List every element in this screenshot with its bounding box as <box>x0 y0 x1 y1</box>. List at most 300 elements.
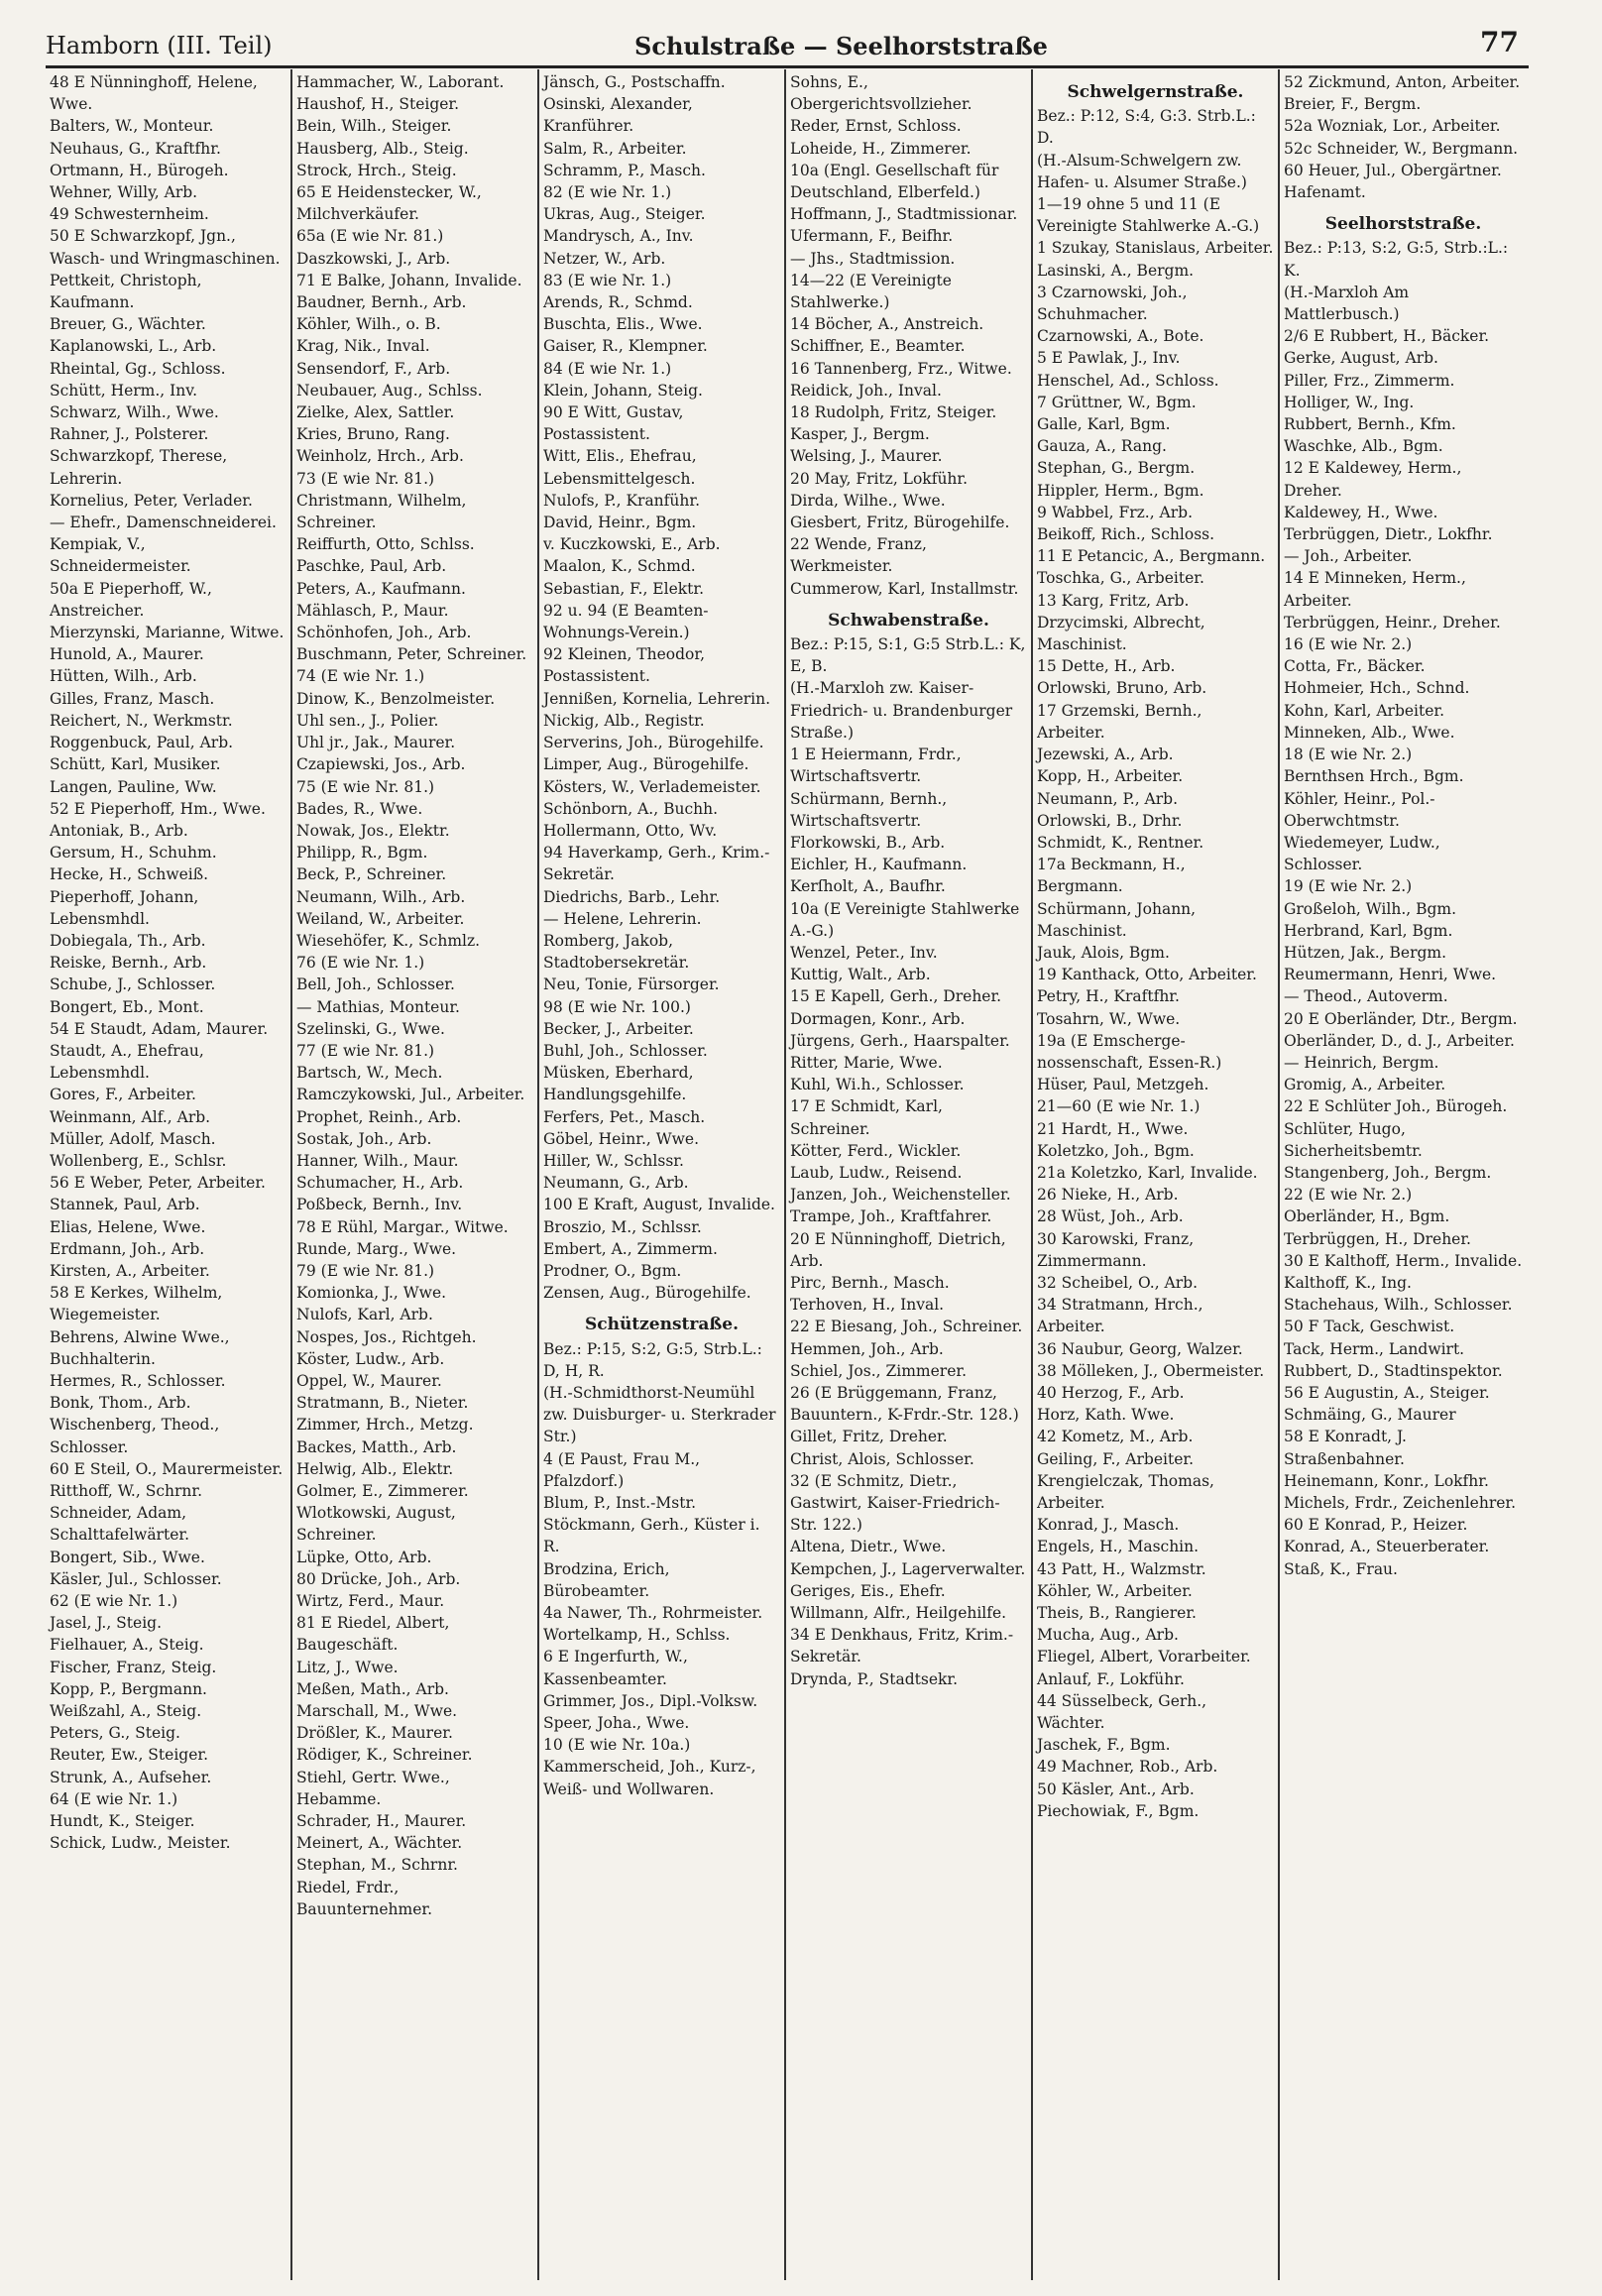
directory-entry: 71 E Balke, Johann, Invalide. <box>296 271 522 289</box>
directory-entry: Litz, J., Wwe. <box>296 1658 399 1676</box>
directory-entry: Schmäing, G., Maurer <box>1284 1406 1456 1425</box>
directory-entry: 20 E Oberländer, Dtr., Bergm. <box>1284 1009 1518 1028</box>
directory-entry: Buhl, Joh., Schlosser. <box>543 1041 708 1060</box>
directory-entry: Kornelius, Peter, Verlader. <box>50 491 253 510</box>
directory-entry: Gersum, H., Schuhm. <box>50 844 217 862</box>
directory-entry: Schönhofen, Joh., Arb. <box>296 624 472 642</box>
directory-entry: 30 Karowski, Franz, Zimmermann. <box>1037 1229 1195 1270</box>
directory-entry: Reidick, Joh., Inval. <box>790 381 942 400</box>
directory-entry: Bernthsen Hrch., Bgm. <box>1284 767 1464 786</box>
directory-entry: 32 (E Schmitz, Dietr., Gastwirt, Kaiser-Friedrich-Str. 122.) <box>790 1471 1000 1535</box>
directory-entry: Stephan, G., Bergm. <box>1037 459 1196 478</box>
directory-entry: 30 E Kalthoff, Herm., Invalide. <box>1284 1251 1523 1270</box>
directory-entry: Helwig, Alb., Elektr. <box>296 1459 454 1478</box>
directory-entry: Ramczykowski, Jul., Arbeiter. <box>296 1086 525 1104</box>
directory-entry: Strunk, A., Aufseher. <box>50 1768 212 1786</box>
directory-entry: Rubbert, D., Stadtinspektor. <box>1284 1361 1503 1380</box>
directory-entry: Weißzahl, A., Steig. <box>50 1702 202 1721</box>
directory-entry: Philipp, R., Bgm. <box>296 844 428 862</box>
directory-entry: Großeloh, Wilh., Bgm. <box>1284 899 1457 918</box>
column-3 <box>539 69 786 2280</box>
directory-entry: v. Kuczkowski, E., Arb. <box>543 535 721 554</box>
directory-entry: Kopp, P., Bergmann. <box>50 1679 207 1698</box>
directory-entry: 65a (E wie Nr. 81.) <box>296 227 444 246</box>
directory-entry: Hoffmann, J., Stadtmissionar. <box>790 205 1018 224</box>
directory-entry: Köster, Ludw., Arb. <box>296 1349 445 1368</box>
directory-entry: Rahner, J., Polsterer. <box>50 425 209 444</box>
directory-entry: Klein, Johann, Steig. <box>543 381 703 400</box>
directory-entry: Trampe, Joh., Kraftfahrer. <box>790 1207 992 1226</box>
directory-entry: Schütt, Karl, Musiker. <box>50 755 221 774</box>
directory-entry: Reumermann, Henri, Wwe. <box>1284 966 1497 984</box>
directory-entry: 49 Schwesternheim. <box>50 205 209 224</box>
directory-entry: Terhoven, H., Inval. <box>790 1296 945 1315</box>
directory-entry: Nickig, Alb., Registr. <box>543 711 705 730</box>
directory-entry: 2/6 E Rubbert, H., Bäcker. <box>1284 327 1490 346</box>
page-number: 77 <box>1480 26 1519 58</box>
directory-entry: Runde, Marg., Wwe. <box>296 1239 457 1258</box>
directory-entry: (H.-Marxloh zw. Kaiser-Friedrich- u. Brandenburger Straße.) <box>790 679 1013 742</box>
directory-entry: 40 Herzog, F., Arb. <box>1037 1383 1185 1402</box>
directory-entry: Staudt, A., Ehefrau, Lebensmhdl. <box>50 1041 204 1083</box>
directory-entry: Neumann, Wilh., Arb. <box>296 887 466 906</box>
directory-entry: Käsler, Jul., Schlosser. <box>50 1569 222 1588</box>
directory-entry: Fischer, Franz, Steig. <box>50 1658 217 1676</box>
directory-entry: 3 Czarnowski, Joh., Schuhmacher. <box>1037 283 1188 324</box>
directory-entry: Romberg, Jakob, Stadtobersekretär. <box>543 931 690 973</box>
directory-entry: Willmann, Alfr., Heilgehilfe. <box>790 1604 1007 1623</box>
directory-entry: 50a E Pieperhoff, W., Anstreicher. <box>50 579 212 620</box>
directory-entry: Tack, Herm., Landwirt. <box>1284 1339 1465 1358</box>
directory-entry: Antoniak, B., Arb. <box>50 821 188 840</box>
directory-entry: Geriges, Eis., Ehefr. <box>790 1581 946 1600</box>
directory-entry: Golmer, E., Zimmerer. <box>296 1482 469 1500</box>
column-4 <box>786 69 1033 2280</box>
directory-entry: 79 (E wie Nr. 81.) <box>296 1261 435 1280</box>
directory-entry: 13 Karg, Fritz, Arb. <box>1037 591 1190 610</box>
directory-entry: 4a Nawer, Th., Rohrmeister. <box>543 1604 763 1623</box>
directory-entry: Stachehaus, Wilh., Schlosser. <box>1284 1296 1513 1315</box>
directory-entry: Gilles, Franz, Masch. <box>50 689 215 708</box>
directory-entry: 21—60 (E wie Nr. 1.) <box>1037 1097 1201 1116</box>
directory-entry: Anlauf, F., Lokführ. <box>1037 1669 1185 1688</box>
directory-entry: Marschall, M., Wwe. <box>296 1702 458 1721</box>
directory-entry: Wehner, Willy, Arb. <box>50 183 198 202</box>
directory-entry: Schürmann, Johann, Maschinist. <box>1037 899 1197 940</box>
directory-entry: Christ, Alois, Schlosser. <box>790 1449 974 1468</box>
directory-entry: Neuhaus, G., Kraftfhr. <box>50 139 221 158</box>
directory-entry: 21 Hardt, H., Wwe. <box>1037 1119 1189 1138</box>
directory-entry: Schube, J., Schlosser. <box>50 976 216 994</box>
directory-entry: Ortmann, H., Bürogeh. <box>50 161 229 179</box>
directory-entry: Terbrüggen, H., Dreher. <box>1284 1229 1471 1248</box>
directory-entry: 77 (E wie Nr. 81.) <box>296 1041 435 1060</box>
directory-entry: Piechowiak, F., Bgm. <box>1037 1801 1200 1820</box>
directory-entry: Kries, Bruno, Rang. <box>296 425 450 444</box>
directory-entry: Netzer, W., Arb. <box>543 249 666 268</box>
directory-entry: 1 Szukay, Stanislaus, Arbeiter. <box>1037 239 1274 258</box>
directory-entry: Ukras, Aug., Steiger. <box>543 205 706 224</box>
directory-entry: Jürgens, Gerh., Haarspalter. <box>790 1031 1010 1050</box>
directory-entry: Michels, Frdr., Zeichenlehrer. <box>1284 1494 1517 1512</box>
directory-entry: Hundt, K., Steiger. <box>50 1812 195 1831</box>
directory-entry: Altena, Dietr., Wwe. <box>790 1538 947 1556</box>
directory-entry: Roggenbuck, Paul, Arb. <box>50 734 234 752</box>
directory-entry: Konrad, A., Steuerberater. <box>1284 1538 1490 1556</box>
directory-entry: Bez.: P:13, S:2, G:5, Strb.:L.: K. <box>1284 239 1509 280</box>
directory-entry: (H.-Schmidthorst-Neumühl zw. Duisburger- u. Sterkrader Str.) <box>543 1383 776 1446</box>
directory-entry: Zimmer, Hrch., Metzg. <box>296 1416 474 1435</box>
directory-entry: 32 Scheibel, O., Arb. <box>1037 1273 1199 1292</box>
directory-entry: 7 Grüttner, W., Bgm. <box>1037 393 1197 411</box>
directory-entry: Kammerscheid, Joh., Kurz-, Weiß- und Wollwaren. <box>543 1758 756 1798</box>
directory-entry: Drzycimski, Albrecht, Maschinist. <box>1037 613 1205 654</box>
directory-entry: 12 E Kaldewey, Herm., Dreher. <box>1284 459 1462 500</box>
directory-entry: Hütten, Wilh., Arb. <box>50 667 197 686</box>
directory-entry: Salm, R., Arbeiter. <box>543 139 687 158</box>
column-6 <box>1280 69 1527 2280</box>
directory-entry: Peters, A., Kaufmann. <box>296 579 466 598</box>
directory-entry: 56 E Weber, Peter, Arbeiter. <box>50 1174 266 1193</box>
directory-entry: Jasel, J., Steig. <box>50 1614 163 1633</box>
directory-entry: 10 (E wie Nr. 10a.) <box>543 1736 691 1755</box>
directory-entry: Kaldewey, H., Wwe. <box>1284 503 1438 521</box>
directory-entry: Bongert, Sib., Wwe. <box>50 1548 205 1566</box>
directory-entry: Neumann, P., Arb. <box>1037 789 1178 808</box>
directory-entry: 83 (E wie Nr. 1.) <box>543 271 672 289</box>
directory-entry: 80 Drücke, Joh., Arb. <box>296 1569 461 1588</box>
directory-entry: 48 E Nünninghoff, Helene, Wwe. <box>50 73 258 114</box>
directory-entry: Jauk, Alois, Bgm. <box>1037 943 1170 962</box>
directory-entry: Hammacher, W., Laborant. <box>296 73 505 91</box>
directory-entry: Loheide, H., Zimmerer. <box>790 139 972 158</box>
directory-entry: Oppel, W., Maurer. <box>296 1371 442 1390</box>
directory-entry: Konrad, J., Masch. <box>1037 1516 1180 1535</box>
directory-entry: Pettkeit, Christoph, Kaufmann. <box>50 271 202 312</box>
directory-entry: Lüpke, Otto, Arb. <box>296 1548 432 1566</box>
directory-entry: Blum, P., Inst.-Mstr. <box>543 1494 697 1512</box>
directory-entry: Holliger, W., Ing. <box>1284 393 1415 411</box>
directory-entry: Reder, Ernst, Schloss. <box>790 117 962 136</box>
directory-entry: Galle, Karl, Bgm. <box>1037 415 1171 434</box>
directory-entry: Beikoff, Rich., Schloss. <box>1037 525 1215 544</box>
directory-entry: 49 Machner, Rob., Arb. <box>1037 1758 1218 1777</box>
directory-entry: Baudner, Bernh., Arb. <box>296 293 467 312</box>
directory-entry: Wiesehöfer, K., Schmlz. <box>296 931 481 950</box>
directory-entry: Mierzynski, Marianne, Witwe. <box>50 624 285 642</box>
directory-entry: 22 (E wie Nr. 2.) <box>1284 1186 1413 1205</box>
directory-entry: 20 May, Fritz, Lokführ. <box>790 469 969 488</box>
directory-entry: 10a (E Vereinigte Stahlwerke A.-G.) <box>790 899 1020 940</box>
directory-entry: Köhler, W., Arbeiter. <box>1037 1581 1193 1600</box>
directory-entry: 15 Dette, H., Arb. <box>1037 657 1176 676</box>
directory-entry: 26 Nieke, H., Arb. <box>1037 1186 1179 1205</box>
directory-entry: Horz, Kath. Wwe. <box>1037 1406 1175 1425</box>
directory-entry: Waschke, Alb., Bgm. <box>1284 437 1443 456</box>
directory-entry: Ritter, Marie, Wwe. <box>790 1053 943 1072</box>
directory-entry: Bonk, Thom., Arb. <box>50 1394 191 1413</box>
directory-entry: 17a Beckmann, H., Bergmann. <box>1037 856 1186 896</box>
directory-entry: Wirtz, Ferd., Maur. <box>296 1592 445 1611</box>
header-street-range: Schulstraße — Seelhorststraße <box>634 32 1048 60</box>
page-header <box>46 26 1529 68</box>
directory-entry: 92 u. 94 (E Beamten-Wohnungs-Verein.) <box>543 601 709 642</box>
directory-entry: Heinemann, Konr., Lokfhr. <box>1284 1471 1489 1490</box>
directory-entry: Geiling, F., Arbeiter. <box>1037 1449 1194 1468</box>
directory-entry: Orlowski, Bruno, Arb. <box>1037 679 1207 698</box>
directory-entry: 100 E Kraft, August, Invalide. <box>543 1196 775 1214</box>
directory-entry: Mucha, Aug., Arb. <box>1037 1626 1179 1645</box>
directory-entry: Hausberg, Alb., Steig. <box>296 139 469 158</box>
directory-entry: Poßbeck, Bernh., Inv. <box>296 1196 463 1214</box>
directory-entry: Jaschek, F., Bgm. <box>1037 1736 1171 1755</box>
directory-entry: Hüser, Paul, Metzgeh. <box>1037 1076 1209 1094</box>
directory-entry: (H.-Marxloh Am Mattlerbusch.) <box>1284 283 1410 324</box>
directory-entry: Schütt, Herm., Inv. <box>50 381 198 400</box>
directory-entry: Dormagen, Konr., Arb. <box>790 1009 966 1028</box>
directory-entry: Weinholz, Hrch., Arb. <box>296 447 464 466</box>
directory-entry: Kirsten, A., Arbeiter. <box>50 1261 210 1280</box>
directory-entry: 42 Kometz, M., Arb. <box>1037 1428 1194 1446</box>
directory-entry: Brodzina, Erich, Bürobeamter. <box>543 1559 670 1600</box>
directory-entry: Drynda, P., Stadtsekr. <box>790 1669 959 1688</box>
directory-entry: Osinski, Alexander, Kranführer. <box>543 95 693 136</box>
directory-entry: 38 Mölleken, J., Obermeister. <box>1037 1361 1265 1380</box>
directory-entry: Fliegel, Albert, Vorarbeiter. <box>1037 1648 1251 1666</box>
column-5 <box>1033 69 1280 2280</box>
directory-entry: Krengielczak, Thomas, Arbeiter. <box>1037 1471 1214 1512</box>
directory-entry: Minneken, Alb., Wwe. <box>1284 723 1455 742</box>
directory-entry: Stratmann, B., Nieter. <box>296 1394 469 1413</box>
directory-entry: 34 Stratmann, Hrch., Arbeiter. <box>1037 1296 1203 1336</box>
directory-entry: Wenzel, Peter., Inv. <box>790 943 938 962</box>
directory-entry: Stephan, M., Schrnr. <box>296 1856 458 1875</box>
directory-entry: Reuter, Ew., Steiger. <box>50 1746 209 1765</box>
directory-entry: 6 E Ingerfurth, W., Kassenbeamter. <box>543 1648 688 1688</box>
directory-entry: Reichert, N., Werkmstr. <box>50 711 233 730</box>
directory-entry: Becker, J., Arbeiter. <box>543 1019 694 1038</box>
directory-entry: Paschke, Paul, Arb. <box>296 557 447 576</box>
directory-entry: 84 (E wie Nr. 1.) <box>543 359 672 378</box>
directory-entry: Peters, G., Steig. <box>50 1724 180 1743</box>
directory-entry: Göbel, Heinr., Wwe. <box>543 1129 700 1148</box>
directory-entry: Hippler, Herm., Bgm. <box>1037 481 1204 500</box>
directory-entry: Uhl jr., Jak., Maurer. <box>296 734 456 752</box>
directory-entry: Limper, Aug., Bürogehilfe. <box>543 755 749 774</box>
street-heading: Seelhorststraße. <box>1324 214 1482 235</box>
directory-entry: Balters, W., Monteur. <box>50 117 214 136</box>
directory-entry: Hafenamt. <box>1284 183 1366 202</box>
directory-entry: Gores, F., Arbeiter. <box>50 1086 196 1104</box>
directory-entry: Schürmann, Bernh., Wirtschaftsvertr. <box>790 789 948 830</box>
directory-entry: — Theod., Autoverm. <box>1284 987 1448 1006</box>
directory-entry: 22 E Schlüter Joh., Bürogeh. <box>1284 1097 1508 1116</box>
directory-entry: 60 Heuer, Jul., Obergärtner. <box>1284 161 1502 179</box>
directory-entry: — Ehefr., Damenschneiderei. <box>50 514 277 532</box>
directory-entry: 36 Naubur, Georg, Walzer. <box>1037 1339 1243 1358</box>
directory-entry: Serverins, Joh., Bürogehilfe. <box>543 734 764 752</box>
directory-entry: Komionka, J., Wwe. <box>296 1284 447 1303</box>
directory-entry: Ferfers, Pet., Masch. <box>543 1107 706 1126</box>
directory-entry: Nospes, Jos., Richtgeh. <box>296 1327 477 1346</box>
directory-entry: 56 E Augustin, A., Steiger. <box>1284 1383 1490 1402</box>
directory-entry: Wortelkamp, H., Schlss. <box>543 1626 731 1645</box>
column-2 <box>292 69 539 2280</box>
directory-entry: Ritthoff, W., Schrnr. <box>50 1482 203 1500</box>
column-1 <box>46 69 292 2280</box>
directory-entry: Reiske, Bernh., Arb. <box>50 954 207 973</box>
directory-entry: Koletzko, Joh., Bgm. <box>1037 1141 1195 1160</box>
directory-entry: Hecke, H., Schweiß. <box>50 865 209 884</box>
directory-entry: Schwarz, Wilh., Wwe. <box>50 403 219 422</box>
directory-entry: 19 Kanthack, Otto, Arbeiter. <box>1037 966 1257 984</box>
directory-entry: 17 Grzemski, Bernh., Arbeiter. <box>1037 701 1202 742</box>
directory-entry: Engels, H., Maschin. <box>1037 1538 1200 1556</box>
directory-entry: Wischenberg, Theod., Schlosser. <box>50 1416 220 1456</box>
directory-entry: 74 (E wie Nr. 1.) <box>296 667 425 686</box>
directory-entry: 44 Süsselbeck, Gerh., Wächter. <box>1037 1691 1207 1733</box>
directory-entry: Stangenberg, Joh., Bergm. <box>1284 1163 1492 1182</box>
directory-entry: Bartsch, W., Mech. <box>296 1064 443 1083</box>
directory-entry: 52a Wozniak, Lor., Arbeiter. <box>1284 117 1501 136</box>
directory-entry: Zielke, Alex, Sattler. <box>296 403 455 422</box>
directory-entry: Gauza, A., Rang. <box>1037 437 1167 456</box>
directory-entry: David, Heinr., Bgm. <box>543 514 697 532</box>
directory-entry: Laub, Ludw., Reisend. <box>790 1163 963 1182</box>
directory-entry: 26 (E Brüggemann, Franz, Bauuntern., K-Frdr.-Str. 128.) <box>790 1383 1019 1425</box>
directory-entry: Speer, Joha., Wwe. <box>543 1714 690 1733</box>
directory-entry: Jennißen, Kornelia, Lehrerin. <box>543 689 771 708</box>
directory-entry: 18 Rudolph, Fritz, Steiger. <box>790 403 997 422</box>
directory-entry: 98 (E wie Nr. 100.) <box>543 997 691 1016</box>
directory-entry: Kötter, Ferd., Wickler. <box>790 1141 962 1160</box>
directory-entry: — Jhs., Stadtmission. <box>790 249 956 268</box>
directory-entry: Behrens, Alwine Wwe., Buchhalterin. <box>50 1327 230 1368</box>
directory-entry: 17 E Schmidt, Karl, Schreiner. <box>790 1097 943 1138</box>
directory-entry: Sensendorf, F., Arb. <box>296 359 451 378</box>
directory-entry: 18 (E wie Nr. 2.) <box>1284 746 1413 764</box>
directory-entry: Florkowski, B., Arb. <box>790 833 946 852</box>
directory-entry: Weiland, W., Arbeiter. <box>296 909 465 928</box>
directory-entry: Schick, Ludw., Meister. <box>50 1834 231 1853</box>
directory-entry: Breier, F., Bergm. <box>1284 95 1422 114</box>
directory-entry: Bein, Wilh., Steiger. <box>296 117 452 136</box>
directory-entry: Köhler, Heinr., Pol.-Oberwchtmstr. <box>1284 789 1435 830</box>
directory-entry: Backes, Matth., Arb. <box>296 1437 457 1456</box>
directory-entry: Wollenberg, E., Schlsr. <box>50 1151 227 1170</box>
directory-entry: Kuttig, Walt., Arb. <box>790 966 931 984</box>
directory-entry: Buschmann, Peter, Schreiner. <box>296 645 527 664</box>
directory-entry: Kösters, W., Verlademeister. <box>543 777 761 796</box>
directory-entry: 52 E Pieperhoff, Hm., Wwe. <box>50 799 266 818</box>
directory-entry: Gaiser, R., Klempner. <box>543 337 708 356</box>
directory-entry: Kempiak, V., Schneidermeister. <box>50 535 191 576</box>
directory-entry: Oberländer, D., d. J., Arbeiter. <box>1284 1031 1515 1050</box>
directory-entry: Gerke, August, Arb. <box>1284 349 1438 368</box>
directory-entry: Langen, Pauline, Ww. <box>50 777 217 796</box>
directory-entry: Schiel, Jos., Zimmerer. <box>790 1361 968 1380</box>
directory-entry: Krag, Nik., Inval. <box>296 337 430 356</box>
directory-entry: Herbrand, Karl, Bgm. <box>1284 921 1453 940</box>
directory-entry: 22 E Biesang, Joh., Schreiner. <box>790 1318 1023 1336</box>
directory-entry: Eichler, H., Kaufmann. <box>790 856 968 874</box>
directory-entry: 19a (E Emschergenossenschaft, Essen-R.) <box>1037 1031 1222 1072</box>
directory-entry: 50 F Tack, Geschwist. <box>1284 1318 1455 1336</box>
directory-entry: Rheintal, Gg., Schloss. <box>50 359 226 378</box>
directory-entry: 21a Koletzko, Karl, Invalide. <box>1037 1163 1258 1182</box>
directory-entry: — Mathias, Monteur. <box>296 997 460 1016</box>
directory-entry: Szelinski, G., Wwe. <box>296 1019 445 1038</box>
directory-entry: Wlotkowski, August, Schreiner. <box>296 1504 456 1545</box>
directory-entry: 73 (E wie Nr. 81.) <box>296 469 435 488</box>
directory-entry: Czarnowski, A., Bote. <box>1037 327 1204 346</box>
directory-entry: (H.-Alsum-Schwelgern zw. Hafen- u. Alsumer Straße.) <box>1037 151 1247 191</box>
directory-entry: Meinert, A., Wächter. <box>296 1834 463 1853</box>
directory-entry: — Helene, Lehrerin. <box>543 909 702 928</box>
directory-entry: Hützen, Jak., Bergm. <box>1284 943 1447 962</box>
directory-entry: Petry, H., Kraftfhr. <box>1037 987 1180 1006</box>
directory-entry: 75 (E wie Nr. 81.) <box>296 777 435 796</box>
directory-entry: Drößler, K., Maurer. <box>296 1724 453 1743</box>
directory-entry: Weinmann, Alf., Arb. <box>50 1107 211 1126</box>
directory-entry: Kasper, J., Bergm. <box>790 425 930 444</box>
directory-entry: Bez.: P:15, S:1, G:5 Strb.L.: K, E, B. <box>790 635 1026 676</box>
directory-entry: Czapiewski, Jos., Arb. <box>296 755 466 774</box>
directory-entry: 94 Haverkamp, Gerh., Krim.-Sekretär. <box>543 844 770 884</box>
directory-entry: Kaplanowski, L., Arb. <box>50 337 217 356</box>
directory-entry: Nulofs, Karl, Arb. <box>296 1306 433 1324</box>
directory-entry: — Joh., Arbeiter. <box>1284 547 1413 566</box>
directory-entry: Dirda, Wilhe., Wwe. <box>790 491 946 510</box>
directory-entry: Daszkowski, J., Arb. <box>296 249 451 268</box>
directory-entry: Prodner, O., Bgm. <box>543 1261 682 1280</box>
directory-entry: Arends, R., Schmd. <box>543 293 693 312</box>
directory-entry: 58 E Konradt, J. Straßenbahner. <box>1284 1428 1407 1468</box>
directory-entry: Breuer, G., Wächter. <box>50 315 206 334</box>
directory-entry: Bez.: P:15, S:2, G:5, Strb.L.: D, H, R. <box>543 1339 762 1380</box>
directory-entry: 19 (E wie Nr. 2.) <box>1284 877 1413 896</box>
directory-entry: 52 Zickmund, Anton, Arbeiter. <box>1284 73 1521 91</box>
directory-entry: 65 E Heidenstecker, W., Milchverkäufer. <box>296 183 482 224</box>
street-heading: Schwabenstraße. <box>828 610 989 631</box>
directory-entry: Neumann, G., Arb. <box>543 1174 689 1193</box>
directory-entry: 90 E Witt, Gustav, Postassistent. <box>543 403 684 444</box>
directory-entry: Neu, Tonie, Fürsorger. <box>543 976 720 994</box>
directory-entry: 43 Patt, H., Walzmstr. <box>1037 1559 1206 1578</box>
directory-entry: Stiehl, Gertr. Wwe., Hebamme. <box>296 1768 450 1808</box>
directory-entry: Riedel, Frdr., Bauunternehmer. <box>296 1878 433 1918</box>
directory-entry: 52c Schneider, W., Bergmann. <box>1284 139 1519 158</box>
directory-entry: Sebastian, F., Elektr. <box>543 579 704 598</box>
directory-entry: 28 Wüst, Joh., Arb. <box>1037 1207 1184 1226</box>
directory-entry: Fielhauer, A., Steig. <box>50 1636 204 1655</box>
directory-entry: Hermes, R., Schlosser. <box>50 1371 226 1390</box>
directory-entry: Wiedemeyer, Ludw., Schlosser. <box>1284 833 1440 874</box>
directory-entry: Mandrysch, A., Inv. <box>543 227 694 246</box>
directory-entry: Orlowski, B., Drhr. <box>1037 811 1183 830</box>
directory-entry: 54 E Staudt, Adam, Maurer. <box>50 1019 269 1038</box>
directory-entry: 11 E Petancic, A., Bergmann. <box>1037 547 1266 566</box>
directory-entry: 78 E Rühl, Margar., Witwe. <box>296 1217 509 1236</box>
directory-entry: 14 Böcher, A., Anstreich. <box>790 315 984 334</box>
directory-entry: 4 (E Paust, Frau M., Pfalzdorf.) <box>543 1449 701 1490</box>
directory-entry: 92 Kleinen, Theodor, Postassistent. <box>543 645 706 686</box>
directory-entry: Sohns, E., Obergerichtsvollzieher. <box>790 73 973 114</box>
directory-entry: 81 E Riedel, Albert, Baugeschäft. <box>296 1614 450 1655</box>
directory-entry: Stöckmann, Gerh., Küster i. R. <box>543 1516 760 1556</box>
directory-entry: 1—19 ohne 5 und 11 (E Vereinigte Stahlwerke A.-G.) <box>1037 195 1260 236</box>
directory-entry: Toschka, G., Arbeiter. <box>1037 569 1204 588</box>
